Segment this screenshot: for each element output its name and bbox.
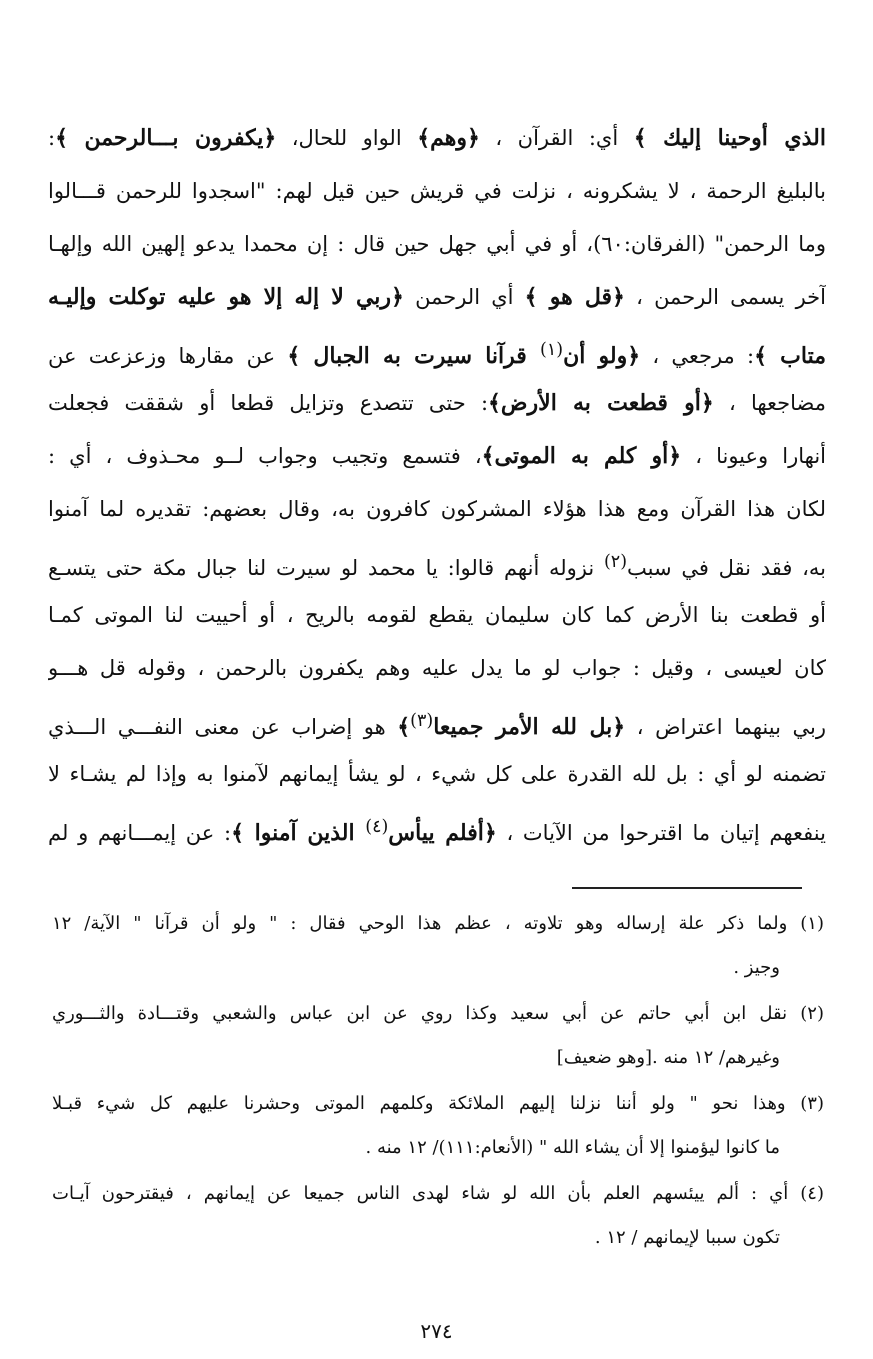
commentary-text: آخر يسمى الرحمن ، [624,285,826,309]
text-line: لكان هذا القرآن ومع هذا هؤلاء المشركون كافرون به، وقال بعضهم: تقديره لما آمنوا [48,497,826,521]
footnote-marker: (٣) [410,711,434,731]
footnote-1 [52,902,824,990]
text-line: تضمنه لو أي : بل لله القدرة على كل شيء ، لو يشأ إيمانهم لآمنوا به وإذا لم يشـاء لا [48,762,826,786]
footnote-text: وغيرهم/ ١٢ منه .[وهو ضعيف] [556,1047,780,1068]
page-number: ٢٧٤ [420,1319,453,1343]
quran-phrase: ﴿أفلم ييأس [388,820,497,846]
footnote-text: (٤) أي : ألم ييئسهم العلم بأن الله لو شاء لهدى الناس جميعا عن إيمانهم ، فيقترحون آيـات [52,1183,824,1204]
commentary-text: : مرجعي ، [640,344,755,368]
commentary-text: أنهارا وعيونا ، [681,444,826,468]
commentary-text: عن مقارها وزعزعت عن [48,344,288,368]
footnotes [52,902,824,1262]
footnote-marker: (٤) [365,817,389,837]
commentary-text: ، فتسمع وتجيب وجواب لــو محـذوف ، أي : [48,444,482,468]
quran-phrase: ﴿أو قطعت به الأرض﴾ [488,390,714,416]
quran-phrase: ﴿ولو أن [563,343,641,369]
commentary-text: : [48,126,56,150]
commentary-text: أي الرحمن [403,285,525,309]
commentary-text: به، فقد نقل في سبب [627,556,826,580]
quran-phrase: متاب ﴾ [754,343,826,369]
footnote-4 [52,1172,824,1260]
commentary-text: : حتى تتصدع وتزايل قطعا أو شققت فجعلت [48,391,489,415]
text-line: كان لعيسى ، وقيل : جواب لو ما يدل عليه وهم يكفرون بالرحمن ، وقوله قل هـــو [48,656,826,680]
quran-phrase: ﴿يكفرون بـــالرحمن ﴾ [55,125,277,151]
commentary-text: هو إضراب عن معنى النفـــي الـــذي [48,715,398,739]
text-line [48,271,826,324]
text-line [48,801,826,854]
text-line [48,324,826,377]
main-text [48,112,826,854]
commentary-text: ربي بينهما اعتراض ، [625,715,826,739]
quran-phrase: الذين آمنوا ﴾ [231,820,366,846]
commentary-text: مضاجعها ، [713,391,826,415]
footnote-text: (١) ولما ذكر علة إرساله وهو تلاوته ، عظم هذا الوحي فقال : " ولو أن قرآنا " الآية/ ١٢ [52,913,824,934]
text-line [48,430,826,483]
footnote-text: (٣) وهذا نحو " ولو أننا نزلنا إليهم الملائكة وكلمهم الموتى وحشرنا عليهم كل شيء قبـلا [52,1093,824,1114]
commentary-text: نزوله أنهم قالوا: يا محمد لو سيرت لنا جبال مكة حتى يتسـع [48,556,604,580]
footnote-marker: (٢) [603,552,628,572]
quran-phrase: ﴿بل لله الأمر جميعا [433,714,626,740]
text-line [48,377,826,430]
quran-phrase: ﴿قل هو ﴾ [524,284,625,310]
quran-phrase: ﴿وهم﴾ [417,125,480,151]
footnote-text: وجيز . [733,957,780,978]
commentary-text: ينفعهم إتيان ما اقترحوا من الآيات ، [496,821,826,845]
footnote-2 [52,992,824,1080]
commentary-text: الواو للحال، [276,126,418,150]
text-line: بالبليغ الرحمة ، لا يشكرونه ، نزلت في قريش حين قيل لهم: "اسجدوا للرحمن قـــالوا [48,179,826,203]
footnote-text: (٢) نقل ابن أبي حاتم عن أبي سعيد وكذا روي عن ابن عباس والشعبي وقتـــادة والثـــوري [52,1003,824,1024]
commentary-text: أي: القرآن ، [479,126,634,150]
quran-phrase: ﴿ربي لا إله إلا هو عليه توكلت وإليـه [48,284,404,310]
commentary-text: : عن إيمـــانهم و لم [48,821,232,845]
quran-phrase: قرآنا سيرت به الجبال ﴾ [287,343,540,369]
footnote-3 [52,1082,824,1170]
footnote-separator [572,887,802,889]
text-line [48,112,826,165]
quran-phrase: ﴾ [397,714,411,740]
footnote-marker: (١) [540,340,564,360]
footnote-text: ما كانوا ليؤمنوا إلا أن يشاء الله " (الأنعام:١١١)/ ١٢ منه . [365,1137,780,1158]
text-line [48,536,826,589]
text-line: وما الرحمن" (الفرقان:٦٠)، أو في أبي جهل حين قال : إن محمدا يدعو إلهين الله وإلهـا [48,232,826,256]
footnote-text: تكون سببا لإيمانهم / ١٢ . [594,1227,780,1248]
quran-phrase: ﴿أو كلم به الموتى﴾ [481,443,682,469]
text-line [48,695,826,748]
quran-phrase: الذي أوحينا إليك ﴾ [633,125,826,151]
text-line: أو قطعت بنا الأرض كما كان سليمان يقطع لقومه بالريح ، أو أحييت لنا الموتى كمـا [48,603,826,627]
